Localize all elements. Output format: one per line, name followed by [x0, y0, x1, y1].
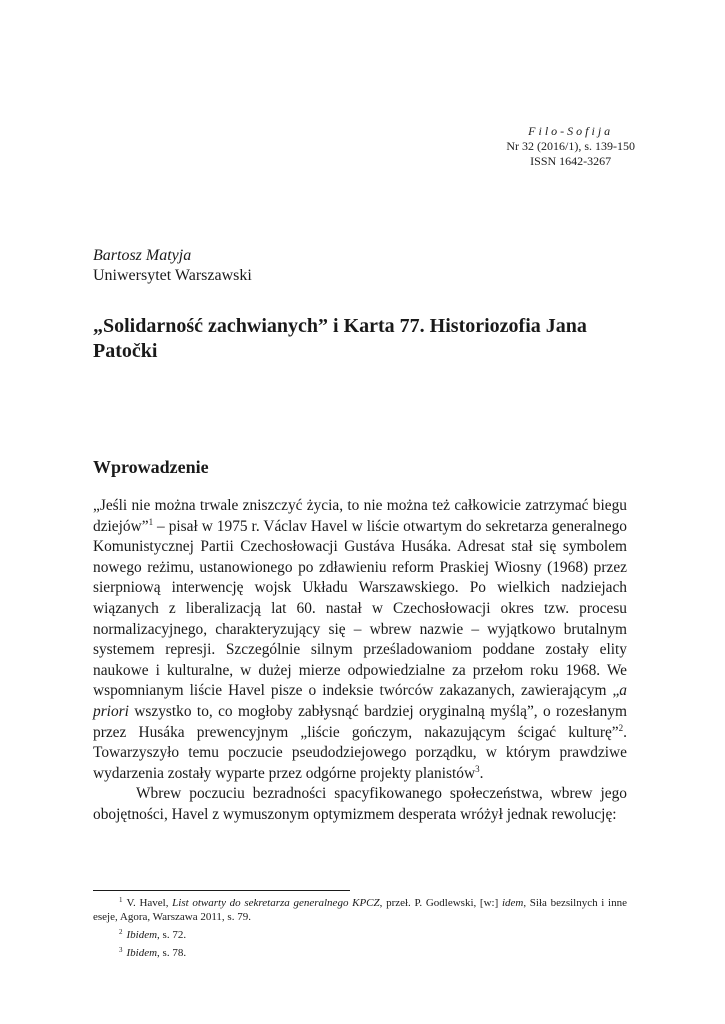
text-run: , s. 72. — [157, 929, 187, 941]
footnote-2 — [93, 928, 627, 942]
text-run-italic: List otwarty do sekretarza generalnego KPCZ — [172, 897, 380, 909]
text-run: V. Havel, — [126, 897, 173, 909]
footnotes — [93, 896, 627, 964]
footnote-1 — [93, 896, 627, 924]
footnote-number: 3 — [119, 946, 123, 954]
section-heading: Wprowadzenie — [93, 457, 209, 477]
text-run: , s. 78. — [157, 947, 187, 959]
journal-name: Filo-Sofija — [528, 124, 614, 138]
journal-issue: Nr 32 (2016/1), s. 139-150 — [506, 139, 635, 153]
text-run: wszystko to, co mogłoby zabłysnąć bardziej oryginalną myślą”, o rozesłanym przez Husáka prewencyjnym „liście gończym, nakazującym ścigać kulturę” — [93, 702, 627, 741]
author-name: Bartosz Matyja — [93, 247, 192, 264]
journal-header — [506, 124, 635, 169]
text-run-italic: Ibidem — [126, 947, 158, 959]
footnote-divider — [93, 890, 350, 891]
footnote-ref-1[interactable]: 1 — [148, 516, 154, 527]
text-run: . Towarzyszyło temu poczucie pseudodziejowego porządku, w którym prawdziwe wydarzenia zostały wyparte przez odgórne projekty planistów — [93, 723, 627, 782]
text-run: „Jeśli nie można trwale zniszczyć życia, to nie można też całkowicie zatrzymać biegu dziejów” — [93, 497, 627, 535]
author-block — [93, 246, 252, 286]
text-run-italic: Ibidem — [126, 929, 158, 941]
body-text — [93, 496, 627, 826]
text-run: – pisał w 1975 r. Václav Havel w liście otwartym do sekretarza generalnego Komunistycznej Partii Czechosłowacji Gustáva Husáka. Adresat stał się symbolem nowego reżimu, ustanowionego po zdławieniu reform Praskiej Wiosny (1968) przez sierpniową interwencję wojsk Układu Warszawskiego. Po wielkich nadziejach wiązanych z liberalizacją lat 60. nastał w Czechosłowacji okres tzw. procesu normalizacyjnego, charakteryzujący się – wbrew nazwie – wyjątkowo brutalnym systemem represji. Szczególnie silnym prześladowaniom poddane zostały elity naukowe i kulturalne, w dużej mierze odpowiedzialne za przełom roku 1968. We wspomnianym liście Havel pisze o indeksie twórców zakazanych, zawierającym „ — [93, 517, 627, 700]
journal-issn: ISSN 1642-3267 — [530, 154, 612, 168]
text-run: . — [479, 764, 484, 782]
article-title: „Solidarność zachwianych” i Karta 77. Historiozofia Jana Patočki — [93, 315, 587, 362]
text-run: , Siła bezsilnych i inne eseje, Agora, Warszawa 2011, s. 79. — [93, 897, 627, 923]
footnote-ref-3[interactable]: 3 — [475, 763, 480, 774]
footnote-number: 2 — [119, 928, 123, 936]
footnote-3 — [93, 946, 627, 960]
author-affiliation: Uniwersytet Warszawski — [93, 267, 252, 284]
footnote-number: 1 — [119, 896, 123, 904]
paragraph-1 — [93, 496, 627, 784]
text-run-italic: a priori — [93, 682, 627, 720]
footnote-ref-2[interactable]: 2 — [618, 722, 624, 733]
paragraph-2: Wbrew poczuciu bezradności spacyfikowanego społeczeństwa, wbrew jego obojętności, Havel z wymuszonym optymizmem desperata wróżył jednak rewolucję: — [93, 785, 627, 823]
text-run-italic: idem — [501, 897, 524, 909]
text-run: , przeł. P. Godlewski, [w:] — [379, 897, 502, 909]
